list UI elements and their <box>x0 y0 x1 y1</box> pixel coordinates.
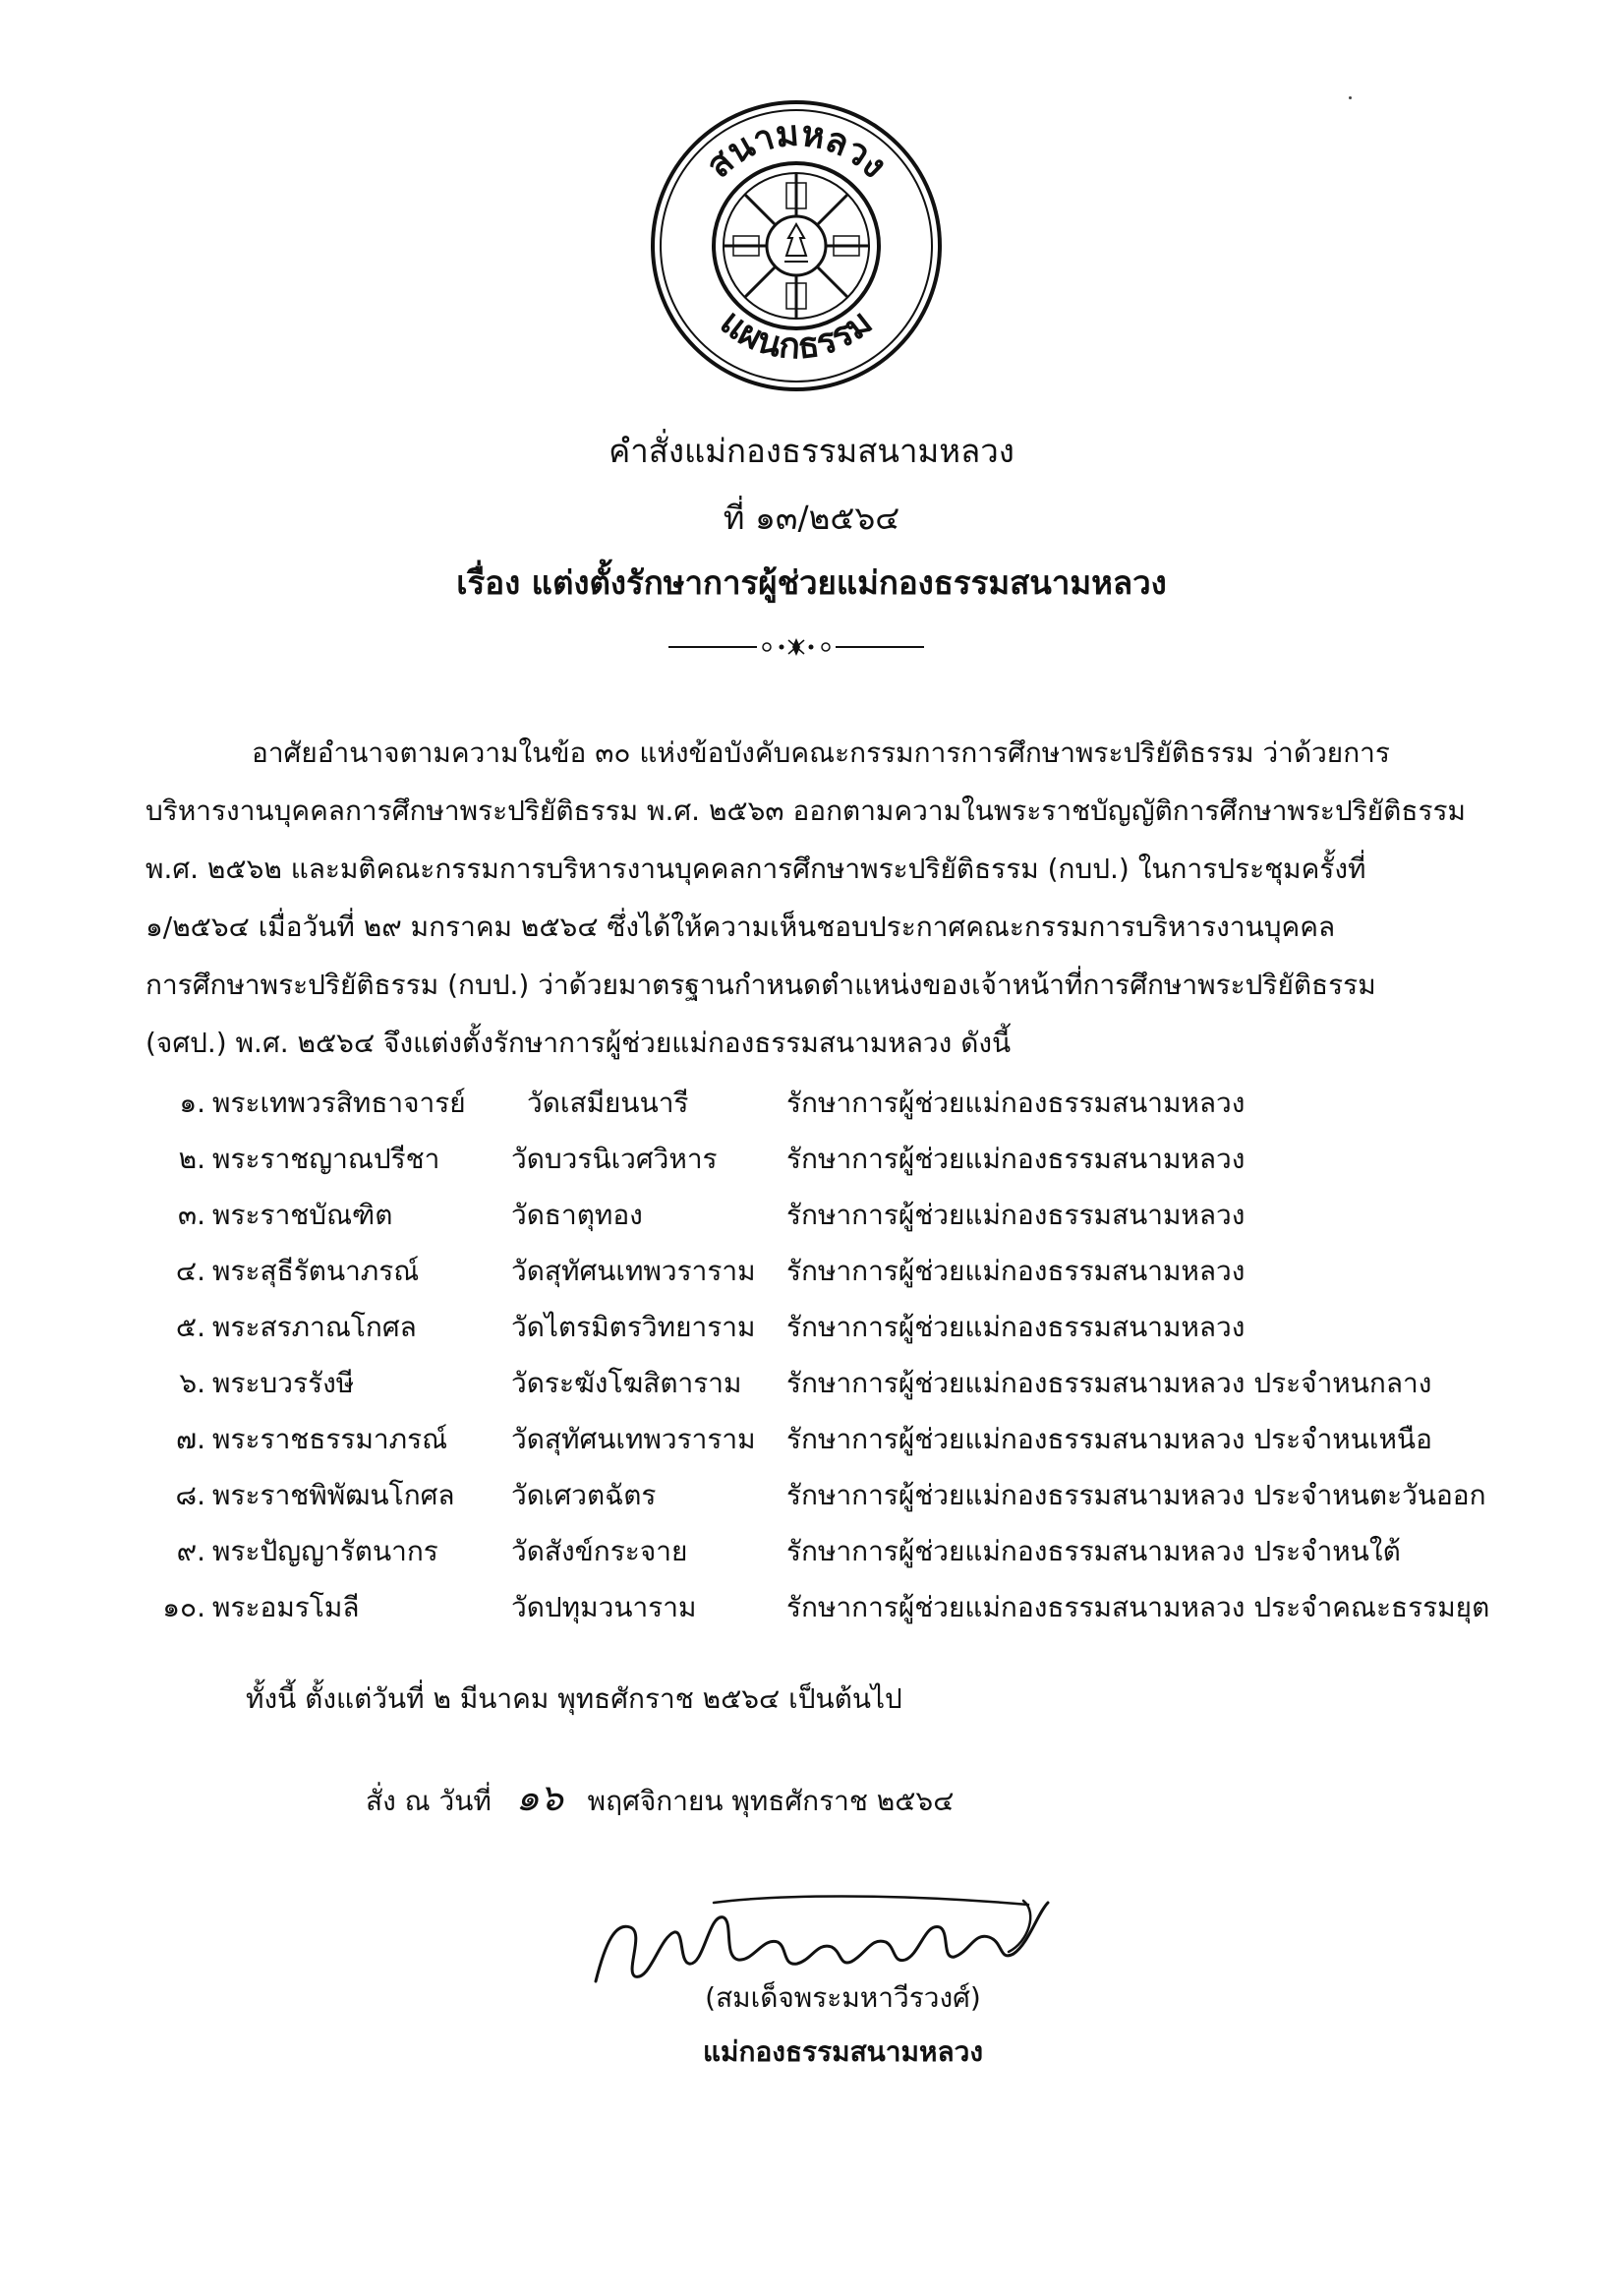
list-item <box>0 1530 1623 1579</box>
monk-name: พระสรภาณโกศล <box>212 1311 417 1343</box>
speck <box>1349 96 1352 99</box>
dharma-wheel-icon <box>649 98 944 393</box>
item-number: ๙. <box>176 1535 205 1567</box>
temple-name: วัดสุทัศนเทพวราราม <box>511 1255 756 1287</box>
role: รักษาการผู้ช่วยแม่กองธรรมสนามหลวง <box>786 1199 1246 1231</box>
list-item <box>0 1306 1623 1355</box>
order-subject: เรื่อง แต่งตั้งรักษาการผู้ช่วยแม่กองธรรมสนามหลวง <box>456 563 1167 602</box>
order-day-handwritten: ๑๖ <box>515 1776 563 1819</box>
temple-name: วัดระฆังโฆสิตาราม <box>511 1367 742 1399</box>
item-number: ๑. <box>179 1087 205 1119</box>
body-line: ๑/๒๕๖๔ เมื่อวันที่ ๒๙ มกราคม ๒๕๖๔ ซึ่งได้ให้ความเห็นชอบประกาศคณะกรรมการบริหารงานบุคคล <box>145 911 1336 943</box>
role: รักษาการผู้ช่วยแม่กองธรรมสนามหลวง ประจำหนใต้ <box>786 1535 1401 1567</box>
role: รักษาการผู้ช่วยแม่กองธรรมสนามหลวง <box>786 1255 1246 1287</box>
item-number: ๓. <box>177 1199 205 1231</box>
body-line: บริหารงานบุคคลการศึกษาพระปริยัติธรรม พ.ศ. ๒๕๖๓ ออกตามความในพระราชบัญญัติการศึกษาพระปริยัติธรรม <box>145 795 1466 827</box>
temple-name: วัดสังข์กระจาย <box>511 1535 688 1567</box>
list-item <box>0 1082 1623 1131</box>
monk-name: พระเทพวรสิทธาจารย์ <box>212 1087 466 1119</box>
temple-name: วัดบวรนิเวศวิหาร <box>511 1143 718 1175</box>
monk-name: พระราชธรรมาภรณ์ <box>212 1423 448 1455</box>
order-date-suffix: พฤศจิกายน พุทธศักราช ๒๕๖๔ <box>587 1785 955 1817</box>
temple-name: วัดสุทัศนเทพวราราม <box>511 1423 756 1455</box>
monk-name: พระราชบัณฑิต <box>212 1199 393 1231</box>
seal-bottom-text: แผนกธรรม <box>712 302 881 368</box>
list-item <box>0 1362 1623 1411</box>
item-number: ๑๐. <box>162 1591 205 1623</box>
list-item <box>0 1250 1623 1299</box>
monk-name: พระสุธีรัตนาภรณ์ <box>212 1255 420 1287</box>
monk-name: พระปัญญารัตนากร <box>212 1535 438 1567</box>
body-line: การศึกษาพระปริยัติธรรม (กบป.) ว่าด้วยมาตรฐานกำหนดตำแหน่งของเจ้าหน้าที่การศึกษาพระปริยัติธรรม <box>145 969 1376 1001</box>
list-item <box>0 1194 1623 1243</box>
item-number: ๖. <box>179 1367 205 1399</box>
temple-name: วัดปทุมวนาราม <box>511 1591 697 1623</box>
item-number: ๗. <box>176 1423 205 1455</box>
monk-name: พระบวรรังษี <box>212 1367 355 1399</box>
item-number: ๔. <box>175 1255 205 1287</box>
monk-name: พระอมรโมลี <box>212 1591 360 1623</box>
item-number: ๕. <box>175 1311 205 1343</box>
ornament-divider <box>649 635 944 659</box>
role: รักษาการผู้ช่วยแม่กองธรรมสนามหลวง ประจำหนกลาง <box>786 1367 1432 1399</box>
temple-name: วัดเสมียนนารี <box>527 1087 689 1119</box>
order-number: ที่ ๑๓/๒๕๖๔ <box>723 499 900 537</box>
temple-name: วัดเศวตฉัตร <box>511 1479 657 1511</box>
monk-name: พระราชญาณปรีชา <box>212 1143 440 1175</box>
body-line: พ.ศ. ๒๕๖๒ และมติคณะกรรมการบริหารงานบุคคลการศึกษาพระปริยัติธรรม (กบป.) ในการประชุมครั้งที่ <box>145 853 1366 885</box>
body-line: (จศป.) พ.ศ. ๒๕๖๔ จึงแต่งตั้งรักษาการผู้ช่วยแม่กองธรรมสนามหลวง ดังนี้ <box>145 1027 1012 1059</box>
signer-name: (สมเด็จพระมหาวีรวงศ์) <box>705 1981 981 2014</box>
temple-name: วัดไตรมิตรวิทยาราม <box>511 1311 756 1343</box>
role: รักษาการผู้ช่วยแม่กองธรรมสนามหลวง <box>786 1143 1246 1175</box>
order-title: คำสั่งแม่กองธรรมสนามหลวง <box>609 432 1014 470</box>
monk-name: พระราชพิพัฒนโกศล <box>212 1479 455 1511</box>
list-item <box>0 1418 1623 1467</box>
role: รักษาการผู้ช่วยแม่กองธรรมสนามหลวง ประจำหนเหนือ <box>786 1423 1432 1455</box>
list-item <box>0 1586 1623 1635</box>
role: รักษาการผู้ช่วยแม่กองธรรมสนามหลวง ประจำคณะธรรมยุต <box>786 1591 1490 1623</box>
role: รักษาการผู้ช่วยแม่กองธรรมสนามหลวง <box>786 1311 1246 1343</box>
list-item <box>0 1138 1623 1187</box>
list-item <box>0 1474 1623 1523</box>
order-date-line <box>366 1767 954 1827</box>
body-line: อาศัยอำนาจตามความในข้อ ๓๐ แห่งข้อบังคับคณะกรรมการการศึกษาพระปริยัติธรรม ว่าด้วยการ <box>252 736 1390 769</box>
seal-top-text: สนามหลวง <box>698 113 895 187</box>
role: รักษาการผู้ช่วยแม่กองธรรมสนามหลวง <box>786 1087 1246 1119</box>
role: รักษาการผู้ช่วยแม่กองธรรมสนามหลวง ประจำหนตะวันออก <box>786 1479 1486 1511</box>
order-date-prefix: สั่ง ณ วันที่ <box>366 1785 492 1817</box>
effective-date-line: ทั้งนี้ ตั้งแต่วันที่ ๒ มีนาคม พุทธศักราช ๒๕๖๔ เป็นต้นไป <box>246 1682 902 1715</box>
temple-name: วัดธาตุทอง <box>511 1199 643 1231</box>
item-number: ๘. <box>175 1479 205 1511</box>
signer-title: แม่กองธรรมสนามหลวง <box>703 2035 983 2068</box>
item-number: ๒. <box>178 1143 205 1175</box>
